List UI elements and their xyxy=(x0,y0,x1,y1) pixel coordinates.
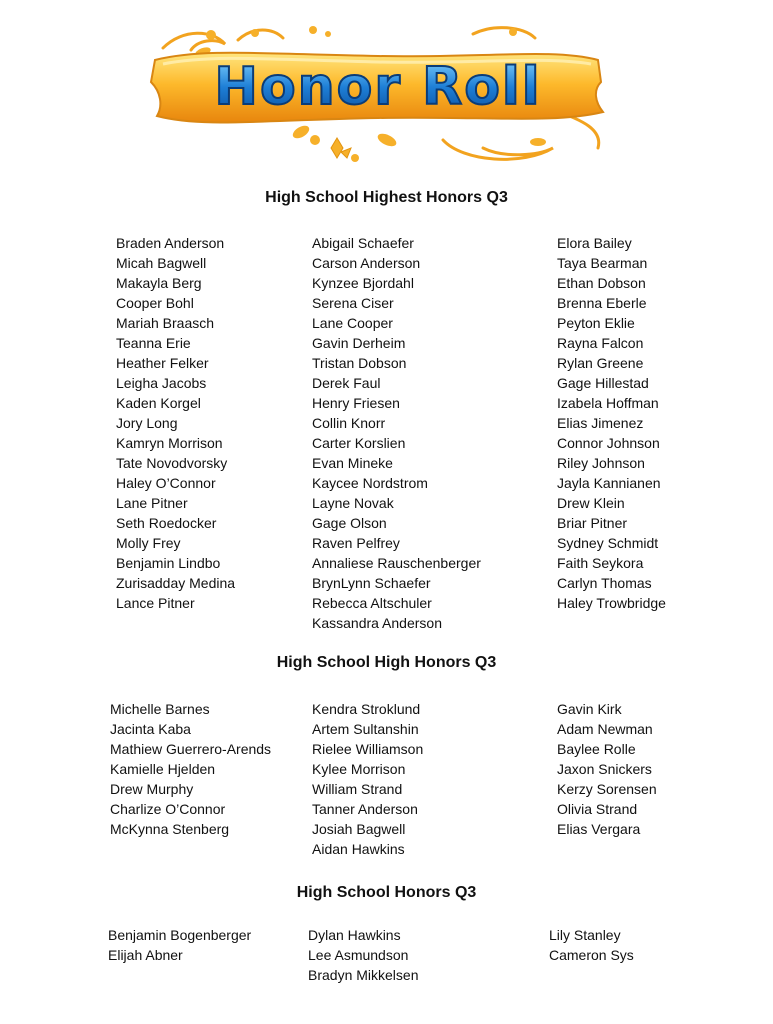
student-name: Benjamin Lindbo xyxy=(116,555,221,571)
student-name: Kaycee Nordstrom xyxy=(312,475,428,491)
student-name: Haley O’Connor xyxy=(116,475,216,491)
section-heading-high-honors: High School High Honors Q3 xyxy=(276,654,497,671)
section-heading-highest-honors: High School Highest Honors Q3 xyxy=(265,189,508,206)
student-name: Zurisadday Medina xyxy=(116,575,236,591)
student-name: Rylan Greene xyxy=(557,355,644,371)
student-name: Aidan Hawkins xyxy=(312,841,405,857)
student-name: Mathiew Guerrero-Arends xyxy=(110,741,272,757)
student-name: BrynLynn Schaefer xyxy=(312,575,431,591)
student-name: Ethan Dobson xyxy=(557,275,646,291)
student-name: Charlize O’Connor xyxy=(110,801,226,817)
student-name: Michelle Barnes xyxy=(110,701,210,717)
student-name: Teanna Erie xyxy=(116,335,191,351)
student-name: Lee Asmundson xyxy=(308,947,409,963)
student-name: Abigail Schaefer xyxy=(312,235,414,251)
student-name: Haley Trowbridge xyxy=(557,595,666,611)
student-name: Kendra Stroklund xyxy=(312,701,421,717)
student-name: Briar Pitner xyxy=(557,515,628,531)
highest-honors-column-2 xyxy=(312,233,481,633)
student-name: Baylee Rolle xyxy=(557,741,636,757)
honors-column-1 xyxy=(108,925,251,965)
section-heading-honors: High School Honors Q3 xyxy=(296,884,477,901)
student-name: Kassandra Anderson xyxy=(312,615,442,631)
student-name: Lane Pitner xyxy=(116,495,188,511)
student-name: Dylan Hawkins xyxy=(308,927,401,943)
student-name: Elora Bailey xyxy=(557,235,632,251)
student-name: Olivia Strand xyxy=(557,801,638,817)
student-name: Collin Knorr xyxy=(312,415,386,431)
student-name: Brenna Eberle xyxy=(557,295,647,311)
student-name: Jaxon Snickers xyxy=(557,761,652,777)
student-name: Layne Novak xyxy=(312,495,394,511)
student-name: Taya Bearman xyxy=(557,255,648,271)
student-name: Kamielle Hjelden xyxy=(110,761,216,777)
student-name: Heather Felker xyxy=(116,355,209,371)
student-name: Makayla Berg xyxy=(116,275,202,291)
student-name: Kaden Korgel xyxy=(116,395,201,411)
student-name: Riley Johnson xyxy=(557,455,645,471)
student-name: Annaliese Rauschenberger xyxy=(312,555,481,571)
student-name: Rebecca Altschuler xyxy=(312,595,432,611)
honor-roll-banner xyxy=(143,20,613,170)
student-name: Carlyn Thomas xyxy=(557,575,652,591)
student-name: Tristan Dobson xyxy=(312,355,407,371)
honors-column-2 xyxy=(308,925,419,985)
student-name: Kylee Morrison xyxy=(312,761,406,777)
honors-column-3 xyxy=(549,925,634,965)
student-name: McKynna Stenberg xyxy=(110,821,230,837)
student-name: Tanner Anderson xyxy=(312,801,418,817)
high-honors-column-1 xyxy=(110,699,271,839)
student-name: Peyton Eklie xyxy=(557,315,635,331)
student-name: Rielee Williamson xyxy=(312,741,424,757)
student-name: Sydney Schmidt xyxy=(557,535,659,551)
student-name: Benjamin Bogenberger xyxy=(108,927,252,943)
student-name: Adam Newman xyxy=(557,721,653,737)
high-honors-column-3 xyxy=(557,699,657,839)
high-honors-column-2 xyxy=(312,699,423,859)
student-name: Derek Faul xyxy=(312,375,381,391)
student-name: Elijah Abner xyxy=(108,947,183,963)
student-name: Gavin Derheim xyxy=(312,335,406,351)
student-name: Lily Stanley xyxy=(549,927,621,943)
student-name: Jayla Kannianen xyxy=(557,475,661,491)
student-name: Kynzee Bjordahl xyxy=(312,275,414,291)
student-name: William Strand xyxy=(312,781,403,797)
student-name: Henry Friesen xyxy=(312,395,400,411)
student-name: Kerzy Sorensen xyxy=(557,781,657,797)
student-name: Elias Vergara xyxy=(557,821,641,837)
student-name: Evan Mineke xyxy=(312,455,393,471)
student-name: Lane Cooper xyxy=(312,315,393,331)
student-name: Faith Seykora xyxy=(557,555,644,571)
student-name: Serena Ciser xyxy=(312,295,394,311)
highest-honors-column-3 xyxy=(557,233,666,613)
student-name: Rayna Falcon xyxy=(557,335,644,351)
student-name: Molly Frey xyxy=(116,535,181,551)
student-name: Cameron Sys xyxy=(549,947,634,963)
student-name: Gavin Kirk xyxy=(557,701,622,717)
student-name: Gage Olson xyxy=(312,515,387,531)
student-name: Braden Anderson xyxy=(116,235,225,251)
student-name: Kamryn Morrison xyxy=(116,435,223,451)
student-name: Seth Roedocker xyxy=(116,515,217,531)
student-name: Cooper Bohl xyxy=(116,295,194,311)
student-name: Elias Jimenez xyxy=(557,415,644,431)
student-name: Jacinta Kaba xyxy=(110,721,191,737)
student-name: Carson Anderson xyxy=(312,255,421,271)
student-name: Drew Murphy xyxy=(110,781,194,797)
student-name: Izabela Hoffman xyxy=(557,395,659,411)
student-name: Bradyn Mikkelsen xyxy=(308,967,419,983)
student-name: Raven Pelfrey xyxy=(312,535,400,551)
highest-honors-column-1 xyxy=(116,233,235,613)
banner-title: Honor Roll xyxy=(214,57,542,117)
student-name: Drew Klein xyxy=(557,495,625,511)
student-name: Tate Novodvorsky xyxy=(116,455,228,471)
student-name: Connor Johnson xyxy=(557,435,660,451)
student-name: Lance Pitner xyxy=(116,595,195,611)
student-name: Mariah Braasch xyxy=(116,315,215,331)
student-name: Gage Hillestad xyxy=(557,375,649,391)
student-name: Josiah Bagwell xyxy=(312,821,406,837)
student-name: Micah Bagwell xyxy=(116,255,207,271)
student-name: Artem Sultanshin xyxy=(312,721,419,737)
student-name: Leigha Jacobs xyxy=(116,375,207,391)
student-name: Carter Korslien xyxy=(312,435,406,451)
ribbon-graphic xyxy=(143,20,613,170)
student-name: Jory Long xyxy=(116,415,178,431)
